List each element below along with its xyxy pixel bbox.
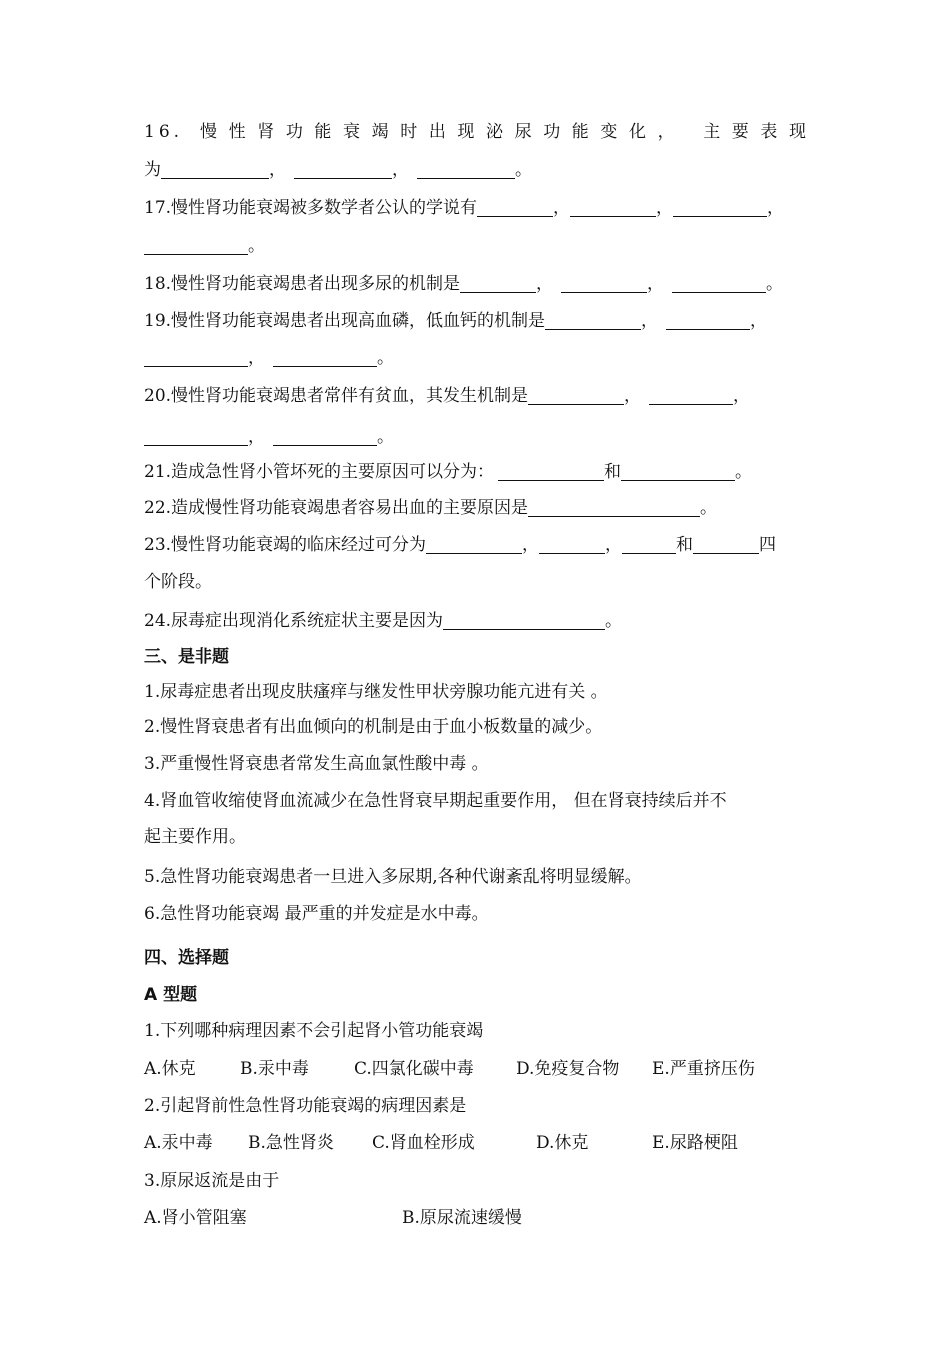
answer-blank[interactable] [498,462,604,481]
answer-blank[interactable] [693,535,759,554]
answer-blank[interactable] [426,535,522,554]
four-text: 四 [759,535,777,555]
period: 。 [700,498,718,518]
option-e[interactable]: E.尿路梗阻 [652,1133,738,1153]
question-18 [144,270,783,298]
question-16-blanks [144,156,532,184]
tf-item-4-cont: 起主要作用。 [144,827,246,847]
section-a-type-heading: A 型题 [144,985,198,1005]
question-19 [144,307,767,335]
option-a[interactable]: A.休克 [144,1059,196,1079]
comma: ， [248,427,265,447]
question-17 [144,194,784,222]
question-24-text: 24.尿毒症出现消化系统症状主要是因为 [144,611,444,631]
comma: ， [750,311,768,331]
answer-blank[interactable] [666,311,750,330]
question-16 [144,118,810,146]
question-16-text: 16. 慢性肾功能衰竭时出现泌尿功能变化， 主要表现 [144,122,810,142]
comma: ， [624,386,642,406]
answer-blank[interactable] [545,311,641,330]
section-choice-heading: 四、选择题 [144,948,229,968]
answer-blank[interactable] [443,611,605,630]
answer-blank[interactable] [144,427,248,446]
comma: ， [392,160,409,180]
answer-blank[interactable] [460,274,536,293]
comma: ， [522,535,540,555]
question-19-text: 19.慢性肾功能衰竭患者出现高血磷，低血钙的机制是 [144,311,546,331]
answer-blank[interactable] [417,160,515,179]
comma: ， [536,274,554,294]
answer-blank[interactable] [528,386,624,405]
comma: ， [605,535,623,555]
and-text: 和 [604,462,622,482]
question-20 [144,382,750,410]
tf-item-2: 2.慢性肾衰患者有出血倾向的机制是由于血小板数量的减少。 [144,717,603,737]
option-a[interactable]: A.汞中毒 [144,1133,213,1153]
comma: ， [553,198,571,218]
answer-blank[interactable] [273,348,377,367]
comma: ， [248,348,265,368]
answer-blank[interactable] [294,160,392,179]
question-20-text: 20.慢性肾功能衰竭患者常伴有贫血，其发生机制是 [144,386,529,406]
question-16-prefix: 为 [144,160,161,180]
answer-blank[interactable] [273,427,377,446]
question-19-cont [144,344,394,372]
answer-blank[interactable] [528,498,700,517]
answer-blank[interactable] [672,274,766,293]
option-b[interactable]: B.原尿流速缓慢 [402,1208,522,1228]
question-23-cont [144,568,212,596]
answer-blank[interactable] [621,462,735,481]
answer-blank[interactable] [144,348,248,367]
option-b[interactable]: B.汞中毒 [240,1059,309,1079]
choice-q3: 3.原尿返流是由于 [144,1171,280,1191]
option-d[interactable]: D.休克 [536,1133,589,1153]
question-18-text: 18.慢性肾功能衰竭患者出现多尿的机制是 [144,274,461,294]
question-20-cont [144,423,394,451]
answer-blank[interactable] [539,535,605,554]
tf-item-4: 4.肾血管收缩使肾血流减少在急性肾衰早期起重要作用， 但在肾衰持续后并不 [144,791,727,811]
answer-blank[interactable] [161,160,269,179]
period: 。 [766,274,784,294]
comma: ， [733,386,751,406]
question-21-text: 21.造成急性肾小管坏死的主要原因可以分为： [144,462,495,482]
tf-item-1: 1.尿毒症患者出现皮肤瘙痒与继发性甲状旁腺功能亢进有关 。 [144,682,608,702]
option-d[interactable]: D.免疫复合物 [516,1059,620,1079]
question-17-text: 17.慢性肾功能衰竭被多数学者公认的学说有 [144,198,478,218]
tf-item-6: 6.急性肾功能衰竭 最严重的并发症是水中毒。 [144,904,489,924]
question-23 [144,531,776,559]
section-true-false-heading: 三、是非题 [144,647,229,667]
answer-blank[interactable] [144,236,248,255]
period: 。 [515,160,532,180]
period: 。 [735,462,753,482]
option-b[interactable]: B.急性肾炎 [248,1133,334,1153]
and-text: 和 [676,535,694,555]
choice-q1: 1.下列哪种病理因素不会引起肾小管功能衰竭 [144,1021,484,1041]
tf-item-3: 3.严重慢性肾衰患者常发生高血氯性酸中毒 。 [144,754,489,774]
comma: ， [656,198,674,218]
option-a[interactable]: A.肾小管阻塞 [144,1208,247,1228]
answer-blank[interactable] [673,198,767,217]
answer-blank[interactable] [477,198,553,217]
option-e[interactable]: E.严重挤压伤 [652,1059,755,1079]
tf-item-5: 5.急性肾功能衰竭患者一旦进入多尿期,各种代谢紊乱将明显缓解。 [144,867,642,887]
comma: ， [647,274,665,294]
question-23-tail: 个阶段。 [144,572,212,592]
question-24 [144,607,622,635]
option-c[interactable]: C.四氯化碳中毒 [354,1059,474,1079]
period: 。 [605,611,623,631]
answer-blank[interactable] [570,198,656,217]
period: 。 [248,236,265,256]
comma: ， [269,160,286,180]
question-22-text: 22.造成慢性肾功能衰竭患者容易出血的主要原因是 [144,498,529,518]
period: 。 [377,427,394,447]
answer-blank[interactable] [622,535,676,554]
answer-blank[interactable] [561,274,647,293]
answer-blank[interactable] [649,386,733,405]
comma: ， [641,311,659,331]
question-22 [144,494,717,522]
question-23-text: 23.慢性肾功能衰竭的临床经过可分为 [144,535,427,555]
question-17-cont [144,232,265,260]
option-c[interactable]: C.肾血栓形成 [372,1133,475,1153]
comma: ， [767,198,785,218]
period: 。 [377,348,394,368]
question-21 [144,458,752,486]
choice-q2: 2.引起肾前性急性肾功能衰竭的病理因素是 [144,1096,467,1116]
